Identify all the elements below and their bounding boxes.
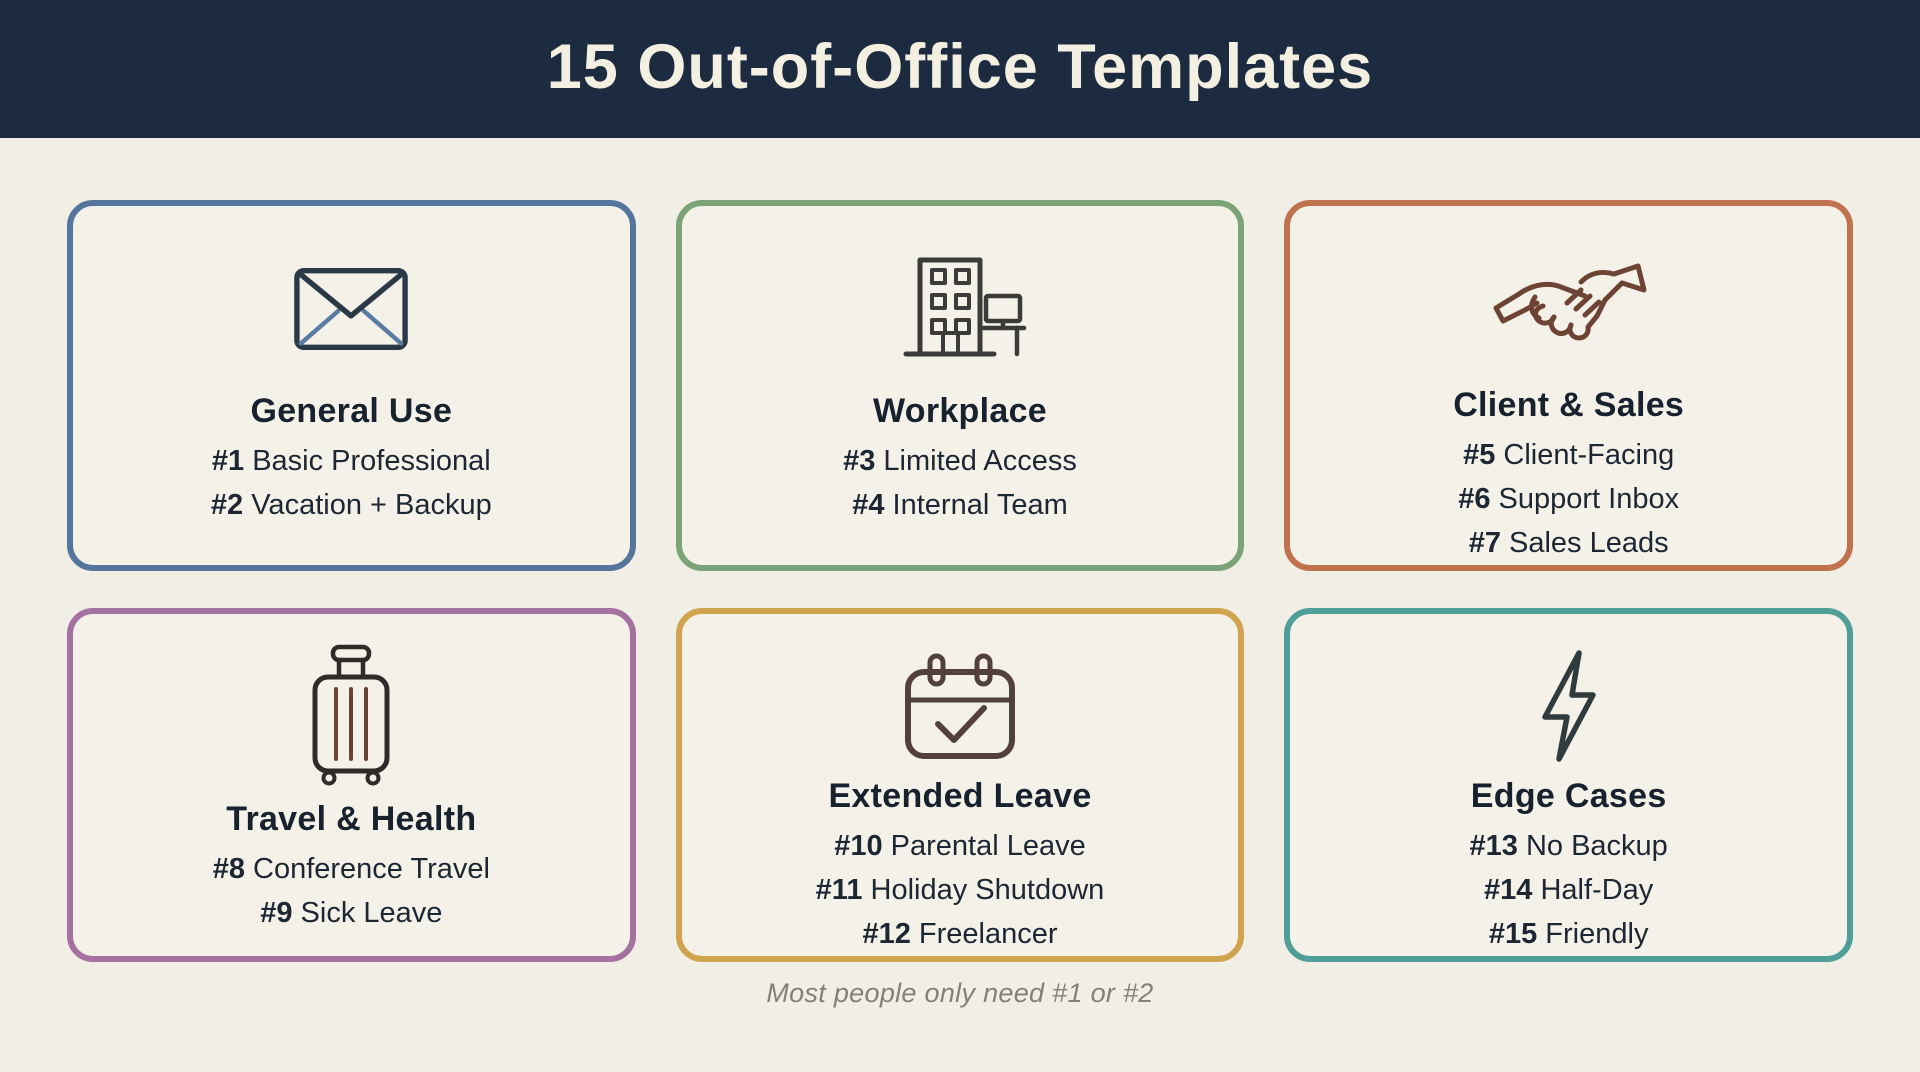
template-card [676, 200, 1245, 571]
card-item-list [1458, 433, 1679, 565]
template-item [213, 847, 490, 891]
template-item [843, 483, 1077, 527]
card-icon-box [292, 234, 410, 384]
template-item [213, 891, 490, 935]
calendar-check-icon [900, 650, 1020, 762]
template-label: Parental Leave [882, 830, 1086, 862]
handshake-icon [1489, 250, 1649, 362]
template-label: Freelancer [910, 918, 1058, 950]
template-card [1284, 608, 1853, 962]
template-card [67, 608, 636, 962]
envelope-icon [292, 265, 410, 353]
template-item [1470, 824, 1668, 868]
card-icon-box [1489, 234, 1649, 378]
template-number: #12 [862, 918, 911, 950]
card-icon-box [1529, 642, 1609, 769]
card-item-list [211, 439, 492, 527]
template-number: #13 [1469, 830, 1518, 862]
template-label: No Backup [1517, 830, 1668, 862]
template-label: Vacation + Backup [243, 489, 492, 521]
template-number: #5 [1463, 439, 1496, 471]
card-title: Client & Sales [1453, 386, 1685, 424]
template-label: Internal Team [884, 489, 1068, 521]
template-label: Half-Day [1532, 874, 1654, 906]
card-title: Travel & Health [226, 800, 477, 838]
template-item [1470, 868, 1668, 912]
template-number: #14 [1484, 874, 1533, 906]
template-card [67, 200, 636, 571]
template-item [843, 439, 1077, 483]
template-item [211, 483, 492, 527]
card-icon-box [900, 642, 1020, 769]
template-card [1284, 200, 1853, 571]
template-card [676, 608, 1245, 962]
template-label: Sales Leads [1500, 527, 1669, 559]
card-title: Extended Leave [828, 777, 1092, 815]
card-item-list [213, 847, 490, 935]
template-item [1458, 521, 1679, 565]
template-item [1470, 912, 1668, 956]
template-item [1458, 433, 1679, 477]
card-title: Edge Cases [1470, 777, 1667, 815]
template-number: #2 [210, 489, 244, 521]
template-number: #11 [815, 874, 863, 906]
template-item [1458, 477, 1679, 521]
card-title: General Use [250, 392, 453, 430]
template-label: Support Inbox [1490, 483, 1680, 515]
office-building-icon [890, 256, 1030, 362]
footer-note: Most people only need #1 or #2 [766, 978, 1154, 1008]
template-label: Friendly [1537, 918, 1649, 950]
card-item-list [843, 439, 1077, 527]
template-item [211, 439, 492, 483]
card-title: Workplace [872, 392, 1047, 430]
template-item [816, 912, 1105, 956]
template-label: Sick Leave [292, 897, 443, 929]
card-icon-box [306, 642, 396, 792]
template-label: Client-Facing [1495, 439, 1675, 471]
template-label: Holiday Shutdown [862, 874, 1105, 906]
template-number: #4 [852, 489, 885, 521]
template-number: #6 [1458, 483, 1491, 515]
template-item [816, 868, 1105, 912]
page-title: 15 Out-of-Office Templates [546, 32, 1374, 102]
card-item-list [1470, 824, 1668, 956]
suitcase-icon [306, 643, 396, 791]
template-label: Basic Professional [244, 445, 491, 477]
template-item [816, 824, 1105, 868]
template-number: #8 [212, 853, 245, 885]
template-number: #3 [843, 445, 876, 477]
template-label: Conference Travel [244, 853, 490, 885]
template-number: #10 [834, 830, 883, 862]
template-number: #15 [1488, 918, 1538, 950]
template-card-grid [67, 200, 1853, 962]
lightning-bolt-icon [1529, 647, 1609, 765]
card-item-list [816, 824, 1105, 956]
template-label: Limited Access [875, 445, 1077, 477]
template-number: #9 [260, 897, 293, 929]
template-number: #1 [211, 445, 245, 477]
template-number: #7 [1468, 527, 1501, 559]
header-banner [0, 0, 1920, 138]
card-icon-box [890, 234, 1030, 384]
